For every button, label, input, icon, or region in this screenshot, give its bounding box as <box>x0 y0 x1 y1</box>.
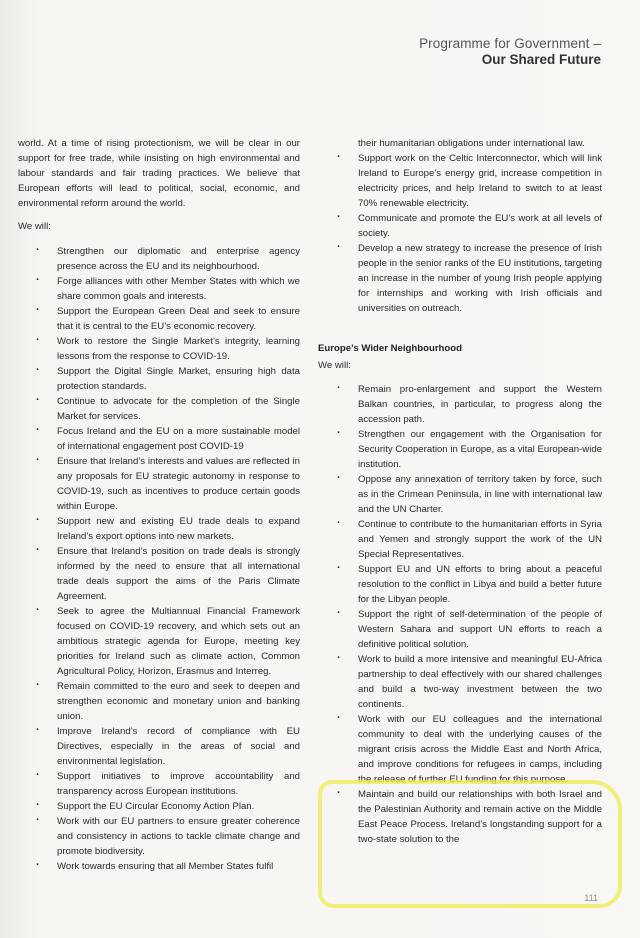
list-item: · Continue to advocate for the completion of the Single Market for services. <box>18 394 300 424</box>
list-item: · Remain committed to the euro and seek to deepen and strengthen economic and monetary union and banking union. <box>18 679 300 724</box>
header-subtitle: Our Shared Future <box>481 52 601 67</box>
list-item: · Ensure that Ireland’s interests and values are reflected in any proposals for EU strategic autonomy in response to COVID-19, such as incentives to produce certain goods within Europe. <box>18 454 300 514</box>
intro-paragraph: world. At a time of rising protectionism, we will be clear in our support for free trade, while insisting on high environmental and labour standards and fair trading practices. We believe that European efforts will lead to political, social, economic, and environmental reform around the world. <box>18 138 300 209</box>
list-item: · Support work on the Celtic Interconnector, which will link Ireland to Europe’s energy grid, increase competition in electricity prices, and help Ireland to switch to at least 70% renewable electricity. <box>318 151 602 211</box>
we-will-label: We will: <box>318 360 351 371</box>
list-item: · Ensure that Ireland’s position on trade deals is strongly informed by the need to ensure that all international trade deals support the aims of the Paris Climate Agreement. <box>18 544 300 604</box>
list-item: · Focus Ireland and the EU on a more sustainable model of international engagement post COVID-19 <box>18 424 300 454</box>
list-item: · Work towards ensuring that all Member States fulfil <box>18 859 300 874</box>
list-item: · Remain pro-enlargement and support the Western Balkan countries, in particular, to progress along the accession path. <box>318 382 602 427</box>
right-bottom-bullet-list <box>318 382 602 847</box>
header-title: Programme for Government – <box>419 36 601 51</box>
left-bullet-list <box>18 244 300 874</box>
running-header <box>419 36 601 68</box>
left-column <box>18 136 300 874</box>
we-will-label: We will: <box>18 221 51 232</box>
list-item: · Support the European Green Deal and seek to ensure that it is central to the EU’s economic recovery. <box>18 304 300 334</box>
list-item: · Work with our EU colleagues and the international community to deal with the underlying causes of the migrant crisis across the Middle East and North Africa, and improve conditions for refugees in camps, including the release of further EU funding for this purpose. <box>318 712 602 787</box>
list-item: · Work with our EU partners to ensure greater coherence and consistency in actions to tackle climate change and promote biodiversity. <box>18 814 300 859</box>
right-top-bullet-list <box>318 151 602 316</box>
list-item: · Oppose any annexation of territory taken by force, such as in the Crimean Peninsula, in line with international law and the UN Charter. <box>318 472 602 517</box>
list-item: · Seek to agree the Multiannual Financial Framework focused on COVID-19 recovery, and which sets out an ambitious strategic agenda for Europe, meeting key priorities for Ireland such as climate action, Common Agricultural Policy, Horizon, Erasmus and Interreg. <box>18 604 300 679</box>
list-item: · Support EU and UN efforts to bring about a peaceful resolution to the conflict in Libya and build a better future for the Libyan people. <box>318 562 602 607</box>
list-item: · Forge alliances with other Member States with which we share common goals and interests. <box>18 274 300 304</box>
continuation-text: their humanitarian obligations under international law. <box>358 138 585 149</box>
list-item: · Develop a new strategy to increase the presence of Irish people in the senior ranks of the EU institutions, targeting an increase in the number of young Irish people applying for internships and working with Irish officials and universities on outreach. <box>318 241 602 316</box>
list-item: · Support initiatives to improve accountability and transparency across European institutions. <box>18 769 300 799</box>
list-item: · Support new and existing EU trade deals to expand Ireland’s export options into new markets. <box>18 514 300 544</box>
list-item: · Work to build a more intensive and meaningful EU-Africa partnership to deal effectively with our shared challenges and build a two-way investment between the two continents. <box>318 652 602 712</box>
section-heading: Europe’s Wider Neighbourhood <box>318 343 462 354</box>
page-number: 111 <box>584 893 598 903</box>
list-item: · Maintain and build our relationships with both Israel and the Palestinian Authority and remain active on the Middle East Peace Process. Ireland’s longstanding support for a two-state solution to the <box>318 787 602 847</box>
list-item: · Support the right of self-determination of the people of Western Sahara and support UN efforts to reach a definitive political solution. <box>318 607 602 652</box>
list-item: · Improve Ireland’s record of compliance with EU Directives, especially in the areas of social and environmental legislation. <box>18 724 300 769</box>
list-item: · Communicate and promote the EU’s work at all levels of society. <box>318 211 602 241</box>
list-item: · Work to restore the Single Market’s integrity, learning lessons from the response to COVID-19. <box>18 334 300 364</box>
list-item: · Support the Digital Single Market, ensuring high data protection standards. <box>18 364 300 394</box>
list-item: · Support the EU Circular Economy Action Plan. <box>18 799 300 814</box>
right-column <box>318 136 602 847</box>
list-item: · Continue to contribute to the humanitarian efforts in Syria and Yemen and strongly support the work of the UN Special Representatives. <box>318 517 602 562</box>
list-item: · Strengthen our diplomatic and enterprise agency presence across the EU and its neighbourhood. <box>18 244 300 274</box>
list-item: · Strengthen our engagement with the Organisation for Security Cooperation in Europe, as a vital European-wide institution. <box>318 427 602 472</box>
